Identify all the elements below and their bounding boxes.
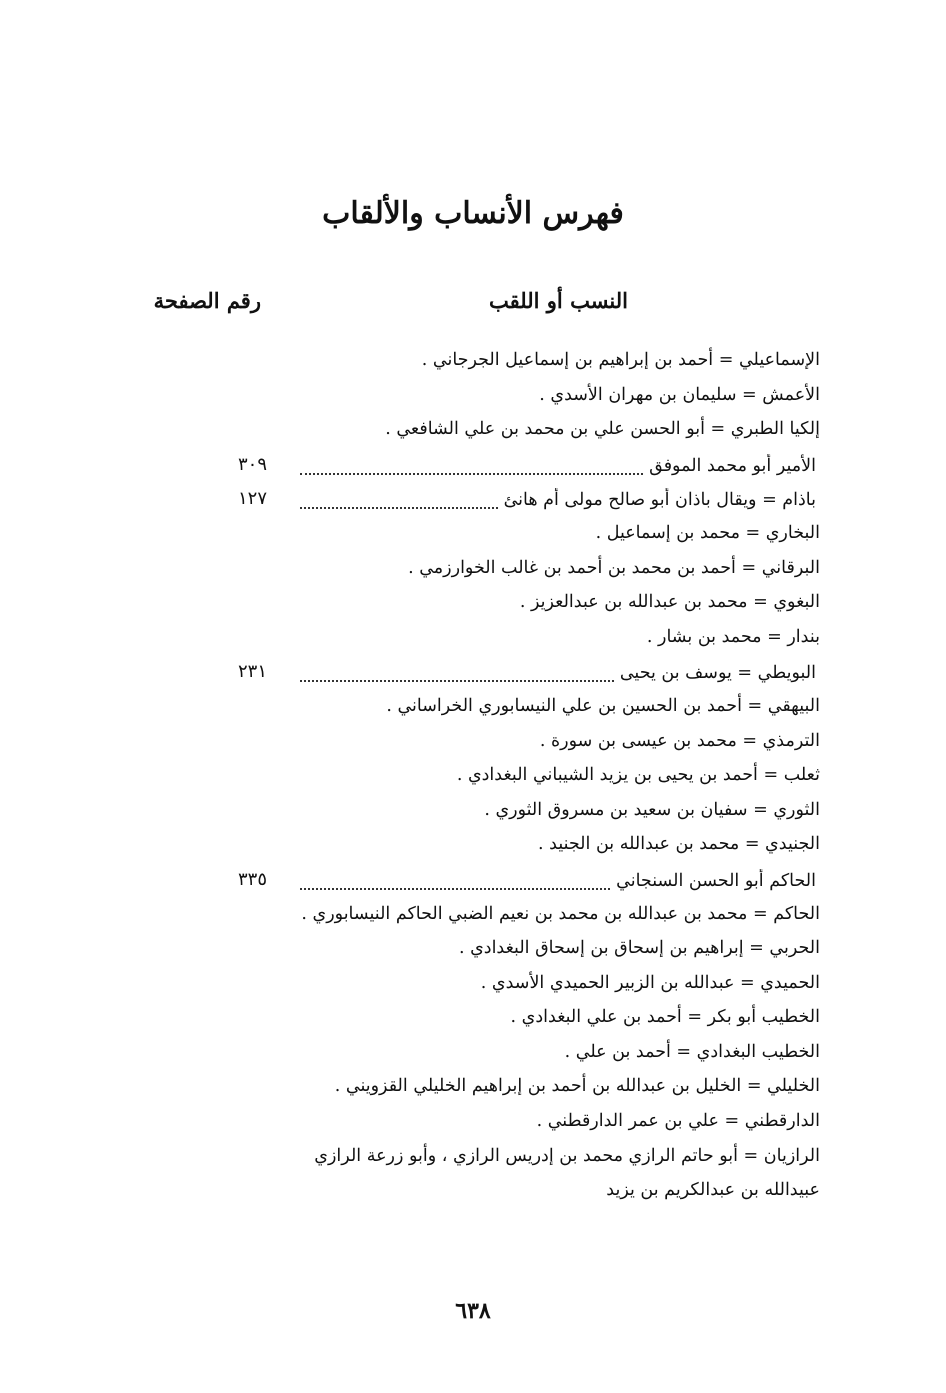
index-entry <box>0 1142 946 1177</box>
entry-text: الحميدي = عبدالله بن الزبير الحميدي الأسدي . <box>480 972 820 993</box>
entry-text: الحاكم أبو الحسن السنجاني <box>610 871 816 891</box>
index-entry <box>0 1107 946 1142</box>
entry-text: البرقاني = أحمد بن محمد بن أحمد بن غالب الخوارزمي . <box>408 557 820 578</box>
index-entry <box>0 346 946 381</box>
index-entry <box>0 830 946 865</box>
entry-text: البويطي = يوسف بن يحيى <box>614 663 816 683</box>
index-entry <box>0 969 946 1004</box>
entry-text: البيهقي = أحمد بن الحسين بن علي النيسابوري الخراساني . <box>386 695 820 716</box>
index-entry <box>0 657 946 692</box>
entry-text: الخليلي = الخليل بن عبدالله بن أحمد بن إبراهيم الخليلي القزويني . <box>334 1076 820 1097</box>
index-entry <box>0 1003 946 1038</box>
index-entry <box>0 588 946 623</box>
entry-text: باذام = ويقال باذان أبو صالح مولى أم هانئ <box>498 490 816 510</box>
index-entry <box>0 761 946 796</box>
index-entry <box>0 692 946 727</box>
leader-dots <box>300 670 614 682</box>
entry-text: الثوري = سفيان بن سعيد بن مسروق الثوري . <box>484 799 820 820</box>
index-entry <box>0 865 946 900</box>
leader-dots <box>300 878 610 890</box>
entry-text: الإسماعيلي = أحمد بن إبراهيم بن إسماعيل الجرجاني . <box>421 350 820 370</box>
entry-text: البغوي = محمد بن عبدالله بن عبدالعزيز . <box>519 592 820 613</box>
index-entry <box>0 450 946 485</box>
entry-text: الدارقطني = علي بن عمر الدارقطني . <box>536 1111 820 1132</box>
index-entry <box>0 900 946 935</box>
entry-text: الرازيان = أبو حاتم الرازي محمد بن إدريس الرازي ، وأبو زرعة الرازي <box>314 1145 820 1166</box>
entry-text: الخطيب البغدادي = أحمد بن علي . <box>564 1041 820 1062</box>
entry-page: ٣٣٥ <box>238 868 268 890</box>
dot-leader <box>300 661 816 685</box>
leader-dots <box>300 463 643 475</box>
entry-text: عبيدالله بن عبدالكريم بن يزيد <box>606 1180 820 1201</box>
index-entries <box>0 346 946 1211</box>
leader-dots <box>300 497 498 509</box>
entry-text: إلكيا الطبري = أبو الحسن علي بن محمد بن علي الشافعي . <box>385 419 820 440</box>
entry-text: ثعلب = أحمد بن يحيى بن يزيد الشيباني البغدادي . <box>456 765 820 786</box>
entry-page: ١٢٧ <box>238 488 268 510</box>
index-entry <box>0 1176 946 1211</box>
page-title: فهرس الأنساب والألقاب <box>322 196 624 231</box>
index-entry <box>0 415 946 450</box>
index-entry <box>0 1072 946 1107</box>
index-entry <box>0 1038 946 1073</box>
column-header-page: رقم الصفحة <box>153 288 261 313</box>
entry-text: الخطيب أبو بكر = أحمد بن علي البغدادي . <box>510 1007 820 1028</box>
entry-text: الأمير أبو محمد الموفق <box>643 456 816 476</box>
entry-text: الحربي = إبراهيم بن إسحاق بن إسحاق البغدادي . <box>458 938 820 959</box>
dot-leader <box>300 488 816 512</box>
dot-leader <box>300 454 816 478</box>
index-entry <box>0 934 946 969</box>
dot-leader <box>300 869 816 893</box>
entry-page: ٢٣١ <box>238 661 268 683</box>
index-entry <box>0 484 946 519</box>
entry-text: الترمذي = محمد بن عيسى بن سورة . <box>539 730 820 751</box>
index-entry <box>0 381 946 416</box>
index-entry <box>0 727 946 762</box>
page-number: ٦٣٨ <box>455 1298 491 1324</box>
entry-page: ٣٠٩ <box>238 453 268 475</box>
entry-text: الجنيدي = محمد بن عبدالله بن الجنيد . <box>538 834 820 855</box>
entry-text: البخاري = محمد بن إسماعيل . <box>595 522 820 543</box>
column-header-name: النسب أو اللقب <box>489 288 628 313</box>
index-entry <box>0 554 946 589</box>
entry-text: بندار = محمد بن بشار . <box>646 626 820 647</box>
entry-text: الحاكم = محمد بن عبدالله بن محمد بن نعيم الضبي الحاكم النيسابوري . <box>301 903 820 924</box>
index-entry <box>0 519 946 554</box>
index-entry <box>0 623 946 658</box>
index-entry <box>0 796 946 831</box>
entry-text: الأعمش = سليمان بن مهران الأسدي . <box>539 384 820 405</box>
